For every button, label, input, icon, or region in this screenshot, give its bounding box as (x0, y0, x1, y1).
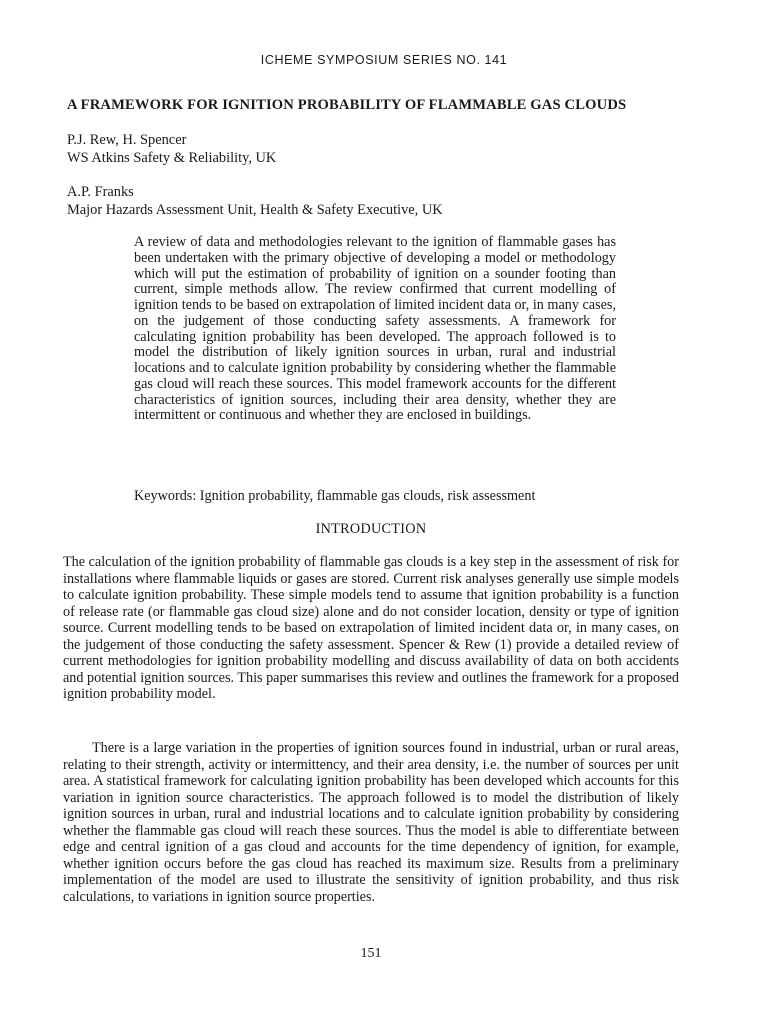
author-group-1 (67, 131, 276, 167)
paper-title: A FRAMEWORK FOR IGNITION PROBABILITY OF FLAMMABLE GAS CLOUDS (67, 97, 627, 113)
series-header: ICHEME SYMPOSIUM SERIES NO. 141 (260, 53, 508, 67)
author-affiliation: Major Hazards Assessment Unit, Health & Safety Executive, UK (67, 202, 443, 218)
body-paragraph: The calculation of the ignition probability of flammable gas clouds is a key step in the assessment of risk for installations where flammable liquids or gases are stored. Current risk analyses generally use simple models to calculate ignition probability. These simple models tend to assume that ignition probability is a function of release rate (or flammable gas cloud size) alone and do not consider location, density or type of ignition source. Current modelling tends to be based on extrapolation of limited incident data or, in many cases, on the judgement of those conducting the safety assessment. Spencer & Rew (1) provide a detailed review of current methodologies for ignition probability modelling and discuss availability of data on both accidents and potential ignition sources. This paper summarises this review and outlines the framework for a proposed ignition probability model. (63, 554, 679, 702)
page-number: 151 (360, 946, 382, 961)
author-names: P.J. Rew, H. Spencer (67, 132, 187, 148)
keywords: Keywords: Ignition probability, flammable gas clouds, risk assessment (134, 488, 536, 504)
author-names: A.P. Franks (67, 184, 134, 200)
abstract: A review of data and methodologies relevant to the ignition of flammable gases has been undertaken with the primary objective of developing a model or methodology which will put the estimation of probability of ignition on a sounder footing than current, simple methods allow. The review confirmed that current modelling of ignition tends to be based on extrapolation of limited incident data or, in many cases, on the judgement of those conducting safety assessments. A framework for calculating ignition probability has been developed. The approach followed is to model the distribution of likely ignition sources in urban, rural and industrial locations and to calculate ignition probability by considering whether the flammable gas cloud will reach these sources. This model framework accounts for the different characteristics of ignition sources, including their area density, whether they are intermittent or continuous and whether they are enclosed in buildings. (134, 234, 616, 424)
author-group-2 (67, 183, 443, 219)
author-affiliation: WS Atkins Safety & Reliability, UK (67, 150, 277, 166)
body-paragraph: There is a large variation in the properties of ignition sources found in industrial, urban or rural areas, relating to their strength, activity or intermittency, and their area density, i.e. the number of sources per unit area. A statistical framework for calculating ignition probability has been developed which accounts for this variation in ignition source characteristics. The approach followed is to model the distribution of likely ignition sources in urban, rural and industrial locations and to calculate ignition probability by considering whether the flammable gas cloud will reach these sources. Thus the model is able to differentiate between edge and central ignition of a gas cloud and accounts for the time dependency of ignition, for example, whether ignition occurs before the gas cloud has reached its maximum size. Results from a preliminary implementation of the model are used to illustrate the sensitivity of ignition probability, and thus risk calculations, to variations in ignition source properties. (63, 740, 679, 905)
section-heading-introduction: INTRODUCTION (315, 521, 427, 537)
